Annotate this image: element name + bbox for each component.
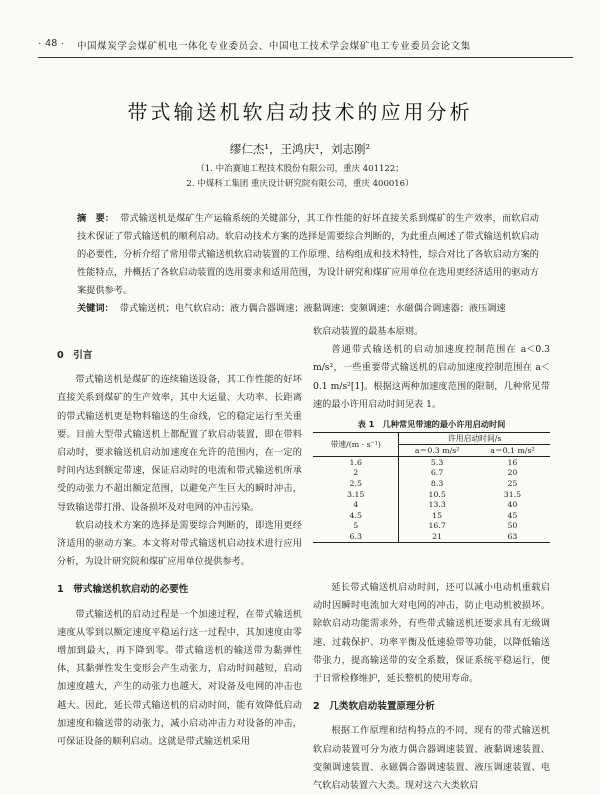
paragraph: 带式输送机是煤矿的连续输送设备，其工作性能的好坏直接关系到煤矿的生产效率，其中大运量、大功率、长距离的带式输送机更是物料输送的生命线，它的稳定运行至关重要。目前大型带式输送机上都配置了软启动装置，即在带料启动时，要求输送机启动加速度在允许的范围内，在一定的时间内达到额定带速，保证启动时的电流和带式输送机所承受的动张力不超出额定范围，以避免产生巨大的瞬时冲击，导致输送带打滑、设备损坏及对电网的冲击污染。 [57, 374, 302, 513]
left-column [57, 347, 302, 751]
table-cell: 25 [507, 478, 518, 488]
journal-name: 中国煤炭学会煤矿机电一体化专业委员会、中国电工技术学会煤矿电工专业委员会论文集 [76, 41, 471, 52]
section-heading-intro: 0 引言 [57, 350, 93, 361]
table-subheader: a＝0.1 m/s² [475, 445, 550, 457]
table-cell: 45 [507, 510, 518, 520]
paragraph: 软启动装置的最基本原则。 [313, 326, 424, 337]
table-cell: 8.3 [430, 478, 444, 488]
table-cell: 1.6 [313, 457, 399, 468]
table-row [313, 499, 550, 510]
table-header-speed: 带速/(m · s⁻¹) [313, 433, 399, 457]
abstract-label: 摘 要： [77, 213, 115, 224]
table-row [313, 510, 550, 521]
table-subheader: a＝0.3 m/s² [399, 445, 475, 457]
table-row [313, 489, 550, 500]
table-header-group: 许用启动时间/s [399, 433, 550, 445]
page-number: · 48 · [38, 38, 65, 49]
table-caption: 表 1 几种常见带速的最小许用启动时间 [357, 419, 506, 429]
table-cell: 15 [432, 510, 443, 520]
right-column-lower [313, 579, 550, 795]
running-header [38, 38, 573, 52]
table-cell: 21 [432, 531, 443, 541]
table-cell: 63 [507, 531, 518, 541]
keywords-label: 关键词： [77, 303, 114, 314]
paragraph: 带式输送机的启动过程是一个加速过程，在带式输送机速度从零到以额定速度平稳运行这一过程中，其加速度由零增加到最大，再下降到零。带式输送机的输送带为黏弹性体，其黏弹性发生变形会产生动张力，启动时间越短，启动加速度越大，产生的动张力也越大，对设备及电网的冲击也越大。因此，延长带式输送机的启动时间，能有效降低启动加速度和输送带的动张力，减小启动冲击力对设备的冲击，可保证设备的顺利启动。这就是带式输送机采用 [57, 608, 302, 748]
table-cell: 6.3 [313, 531, 399, 542]
table-cell: 5.3 [430, 457, 444, 467]
table-cell: 2 [313, 468, 399, 479]
table-cell: 20 [507, 468, 518, 478]
table-cell: 3.15 [313, 489, 399, 500]
paper-title: 带式输送机软启动技术的应用分析 [127, 100, 473, 124]
keywords [77, 300, 539, 318]
table-cell: 31.5 [503, 489, 522, 499]
speed-time-table [313, 432, 550, 543]
table-cell: 40 [507, 500, 518, 510]
table-cell: 5 [313, 521, 399, 532]
table-row [313, 531, 550, 542]
abstract [77, 210, 539, 300]
table-cell: 16.7 [428, 521, 446, 531]
section-heading-1: 1 带式输送机软启动的必要性 [57, 584, 189, 596]
header-rule [38, 57, 573, 58]
table-cell: 50 [507, 521, 518, 531]
affiliation-1: （1. 中冶赛迪工程技术股份有限公司，重庆 401122； [196, 164, 404, 174]
table-row [313, 457, 550, 468]
paragraph: 延长带式输送机启动时间，还可以减小电动机重载启动时因瞬时电流加大对电网的冲击，防止电动机被损坏。除软启动功能需求外，有些带式输送机还要求具有无级调速、过载保护、功率平衡及低速验带等功能，以降低输送带张力，提高输送带的安全系数，保证系统平稳运行，便于日常检修维护，延长整机的使用寿命。 [313, 582, 550, 685]
section-heading-2: 2 几类软启动装置原理分析 [313, 701, 435, 713]
table-cell: 13.3 [428, 500, 446, 510]
table-cell: 4 [313, 499, 399, 510]
table-cell: 6.7 [430, 468, 444, 478]
paragraph: 根据工作原理和结构特点的不同，现有的带式输送机软启动装置可分为液力偶合器调速装置、液黏调速装置、变频调速装置、永磁偶合器调速装置、液压调速装置、电气软启动装置六大类。现对这六大类软启 [313, 725, 550, 792]
table-row [313, 478, 550, 489]
paragraph: 普通带式输送机的启动加速度控制范围在 a＜0.3 m/s²，一些重要带式输送机的启动加速度控制范围在 a＜0.1 m/s²[1]。根据这两种加速度范围的限制，几种常见带速的最小许用启动时间见表 1。 [313, 344, 550, 410]
authors: 缪仁杰¹，王鸿庆¹，刘志刚² [229, 142, 371, 156]
table-cell: 4.5 [313, 510, 399, 521]
keywords-text: 带式输送机；电气软启动；液力偶合器调速；液黏调速；变频调速；水磁偶合调速器；液压调速 [119, 303, 506, 314]
abstract-text: 带式输送机是煤矿生产运输系统的关键部分，其工作性能的好坏直接关系到煤矿的生产效率，而软启动技术保证了带式输送机的顺利启动。软启动技术方案的选择是需要综合判断的，为此重点阐述了带式输送机软启动的必要性，分析介绍了常用带式输送机软启动装置的工作原理、结构组成和技术特性，综合对比了各软启动方案的性能特点，并概括了各软启动装置的选用要求和适用范围，为设计研究和煤矿应用单位在选用更经济适用的驱动方案提供参考。 [77, 213, 539, 296]
table-cell: 2.5 [313, 478, 399, 489]
table-row [313, 521, 550, 532]
table-cell: 10.5 [428, 489, 446, 499]
affiliation-2: 2. 中煤科工集团 重庆设计研究院有限公司，重庆 400016） [186, 179, 414, 189]
table-row [313, 468, 550, 479]
right-column [313, 323, 550, 414]
table-cell: 16 [507, 457, 518, 467]
paragraph: 软启动技术方案的选择是需要综合判断的，即选用更经济适用的驱动方案。本文将对带式输送机启动技术进行应用分析，为设计研究院和煤矿应用单位提供参考。 [57, 519, 302, 568]
